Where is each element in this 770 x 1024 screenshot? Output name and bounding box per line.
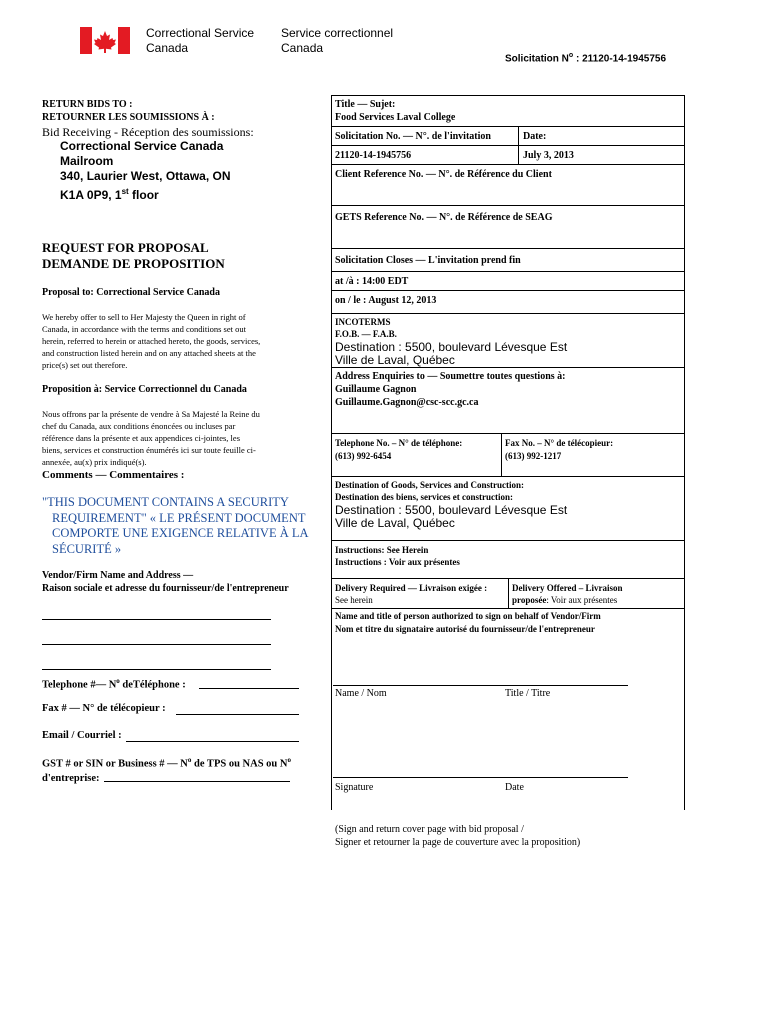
org-name-en-line2: Canada: [146, 41, 189, 55]
title-label: Title — Sujet:: [335, 99, 396, 110]
vendor-line-2[interactable]: [42, 644, 271, 645]
closes-date: on / le : August 12, 2013: [335, 295, 437, 306]
client-reference-label: Client Reference No. — N°. de Référence du Client: [335, 169, 552, 180]
destination-goods-en: Destination of Goods, Services and Construction:: [335, 480, 525, 490]
gst-label: GST # or SIN or Business # — $N^o$ de TPS ou NAS ou $N^o$ d'entreprise:: [42, 756, 291, 784]
destination-goods-fr: Destination des biens, services et construction:: [335, 492, 513, 502]
closes-time: at /à : 14:00 EDT: [335, 276, 409, 287]
comments-label: Comments — Commentaires :: [42, 469, 185, 481]
delivery-required-value: See herein: [335, 595, 373, 605]
gst-field[interactable]: [104, 781, 290, 782]
name-title-signature-line[interactable]: [333, 685, 628, 686]
fax-label: Fax # — N° de télécopieur :: [42, 703, 166, 714]
fob-label: F.O.B. — F.A.B.: [335, 329, 397, 339]
gets-reference-label: GETS Reference No. — N°. de Référence de SEAG: [335, 212, 553, 223]
sign-return-en: (Sign and return cover page with bid proposal /: [335, 824, 524, 835]
date-label: Date:: [523, 131, 547, 142]
enquiries-name: Guillaume Gagnon: [335, 384, 417, 395]
enquiries-email[interactable]: Guillaume.Gagnon@csc-scc.gc.ca: [335, 397, 479, 408]
signature-date-line[interactable]: [333, 777, 628, 778]
delivery-offered-label: Delivery Offered – Livraison: [512, 583, 623, 593]
authorized-signer-en: Name and title of person authorized to sign on behalf of Vendor/Firm: [335, 611, 601, 621]
goods-destination-line-2: Ville de Laval, Québec: [335, 516, 455, 530]
address-line-1: Correctional Service Canada: [60, 139, 224, 153]
offer-text-fr: Nous offrons par la présente de vendre à Sa Majesté la Reine du chef du Canada, aux conditions énoncées ou incluses par référence dans la présente et aux appendices ci-jointes, les biens, services et construction énumérés ici sur toute feuille ci- annexée, au(x) prix indiqué(s).: [42, 409, 260, 467]
fax-no-value: (613) 992-1217: [505, 451, 562, 461]
date-signed-label: Date: [505, 782, 524, 793]
return-bids-en: RETURN BIDS TO :: [42, 99, 133, 110]
rfp-title-fr: DEMANDE DE PROPOSITION: [42, 256, 225, 271]
vendor-label-fr: Raison sociale et adresse du fournisseur/de l'entrepreneur: [42, 583, 289, 594]
return-bids-fr: RETOURNER LES SOUMISSIONS À :: [42, 112, 215, 123]
solicitation-no-value: 21120-14-1945756: [335, 150, 412, 161]
address-line-2: Mailroom: [60, 154, 114, 168]
proposition-to: Proposition à: Service Correctionnel du Canada: [42, 384, 247, 395]
delivery-offered-value: : Voir aux présentes: [546, 595, 618, 605]
fax-field[interactable]: [176, 714, 299, 715]
telephone-no-value: (613) 992-6454: [335, 451, 392, 461]
canada-flag: [80, 27, 130, 54]
proposal-to: Proposal to: Correctional Service Canada: [42, 287, 220, 298]
bid-receiving: Bid Receiving - Réception des soumissions:: [42, 125, 254, 139]
telephone-label: Telephone #— $N^o$ deTéléphone :: [42, 677, 186, 691]
fax-no-label: Fax No. – N° de télécopieur:: [505, 438, 614, 448]
authorized-signer-fr: Nom et titre du signataire autorisé du fournisseur/de l'entrepreneur: [335, 624, 595, 634]
solicitation-header: [505, 52, 666, 64]
email-field[interactable]: [126, 741, 299, 742]
solicitation-header-sup: o: [568, 52, 574, 59]
rfp-title-en: REQUEST FOR PROPOSAL: [42, 240, 209, 255]
instructions-en: Instructions: See Herein: [335, 545, 429, 555]
instructions-fr: Instructions : Voir aux présentes: [335, 557, 460, 567]
vendor-label-en: Vendor/Firm Name and Address —: [42, 570, 194, 581]
vendor-line-1[interactable]: [42, 619, 271, 620]
incoterms-label: INCOTERMS: [335, 317, 391, 327]
title-value: Food Services Laval College: [335, 112, 456, 123]
mailing-address: [60, 139, 231, 203]
solicitation-header-value: : 21120-14-1945756: [575, 53, 667, 65]
signature-label: Signature: [335, 782, 374, 793]
email-label: Email / Courriel :: [42, 730, 122, 741]
org-name-fr-line1: Service correctionnel: [281, 26, 394, 40]
title-label-signer: Title / Titre: [505, 688, 551, 699]
vendor-line-3[interactable]: [42, 669, 271, 670]
org-name-en-line1: Correctional Service: [146, 26, 255, 40]
name-label: Name / Nom: [335, 688, 387, 699]
address-line-3: 340, Laurier West, Ottawa, ON: [60, 169, 231, 183]
org-name-fr-line2: Canada: [281, 41, 324, 55]
address-line-4: K1A 0P9, 1st floor: [60, 187, 159, 202]
telephone-no-label: Telephone No. – N° de téléphone:: [335, 438, 463, 448]
date-value: July 3, 2013: [523, 150, 574, 161]
enquiries-label: Address Enquiries to — Soumettre toutes questions à:: [335, 371, 566, 382]
destination-line-1: Destination : 5500, boulevard Lévesque Est: [335, 340, 568, 354]
solicitation-no-label: Solicitation No. — N°. de l'invitation: [335, 131, 491, 142]
solicitation-closes-label: Solicitation Closes — L'invitation prend fin: [335, 255, 521, 266]
security-requirement: "THIS DOCUMENT CONTAINS A SECURITY REQUIREMENT" « LE PRÉSENT DOCUMENT COMPORTE UNE EXIGENCE RELATIVE À LA SÉCURITÉ »: [42, 495, 309, 556]
solicitation-header-label: Solicitation N: [505, 53, 569, 65]
delivery-offered-label-2: proposée: [512, 595, 547, 605]
offer-text-en: We hereby offer to sell to Her Majesty the Queen in right of Canada, in accordance with the terms and conditions set out herein, referred to herein or attached hereto, the goods, services, and construction listed herein and on any attached sheets at the price(s) set out therefore.: [42, 312, 261, 370]
goods-destination-line-1: Destination : 5500, boulevard Lévesque Est: [335, 503, 568, 517]
telephone-field[interactable]: [199, 688, 299, 689]
destination-line-2: Ville de Laval, Québec: [335, 353, 455, 367]
delivery-required-label: Delivery Required — Livraison exigée :: [335, 583, 488, 593]
sign-return-fr: Signer et retourner la page de couverture avec la proposition): [335, 837, 581, 848]
